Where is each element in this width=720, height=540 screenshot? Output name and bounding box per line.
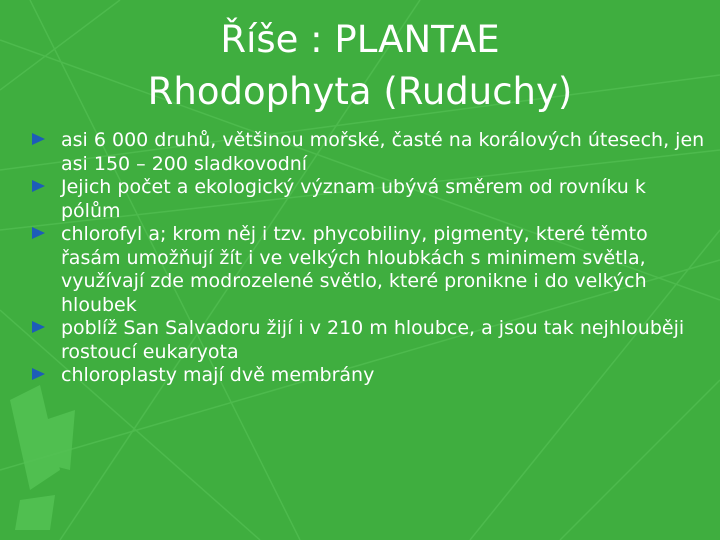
bullet-arrow-icon <box>32 368 45 380</box>
bullet-text: asi 6 000 druhů, většinou mořské, časté na korálových útesech, jen asi 150 – 200 sladkovodní <box>61 129 705 175</box>
title-line-2: Rhodophyta (Ruduchy) <box>147 70 573 113</box>
bullet-text: chloroplasty mají dvě membrány <box>61 364 375 386</box>
bullet-text: chlorofyl a; krom něj i tzv. phycobiliny, pigmenty, které těmto řasám umožňují žít i ve velkých hloubkách s minimem světla, využívají zde modrozelené světlo, které pronikne i do velkých hloubek <box>61 223 648 316</box>
bullet-item <box>30 364 705 388</box>
bullet-text: Jejich počet a ekologický význam ubývá směrem od rovníku k pólům <box>61 176 646 222</box>
bullet-text: poblíž San Salvadoru žijí i v 210 m hloubce, a jsou tak nejhlouběji rostoucí eukaryota <box>61 317 685 363</box>
bullet-item <box>30 317 705 364</box>
bullet-item <box>30 129 705 176</box>
slide-title <box>0 14 720 118</box>
bullet-arrow-icon <box>32 227 45 239</box>
bullet-list <box>30 129 705 388</box>
title-line-1: Říše : PLANTAE <box>220 18 500 61</box>
bullet-arrow-icon <box>32 321 45 333</box>
bullet-item <box>30 176 705 223</box>
bullet-item <box>30 223 705 317</box>
bullet-arrow-icon <box>32 180 45 192</box>
bullet-arrow-icon <box>32 133 45 145</box>
